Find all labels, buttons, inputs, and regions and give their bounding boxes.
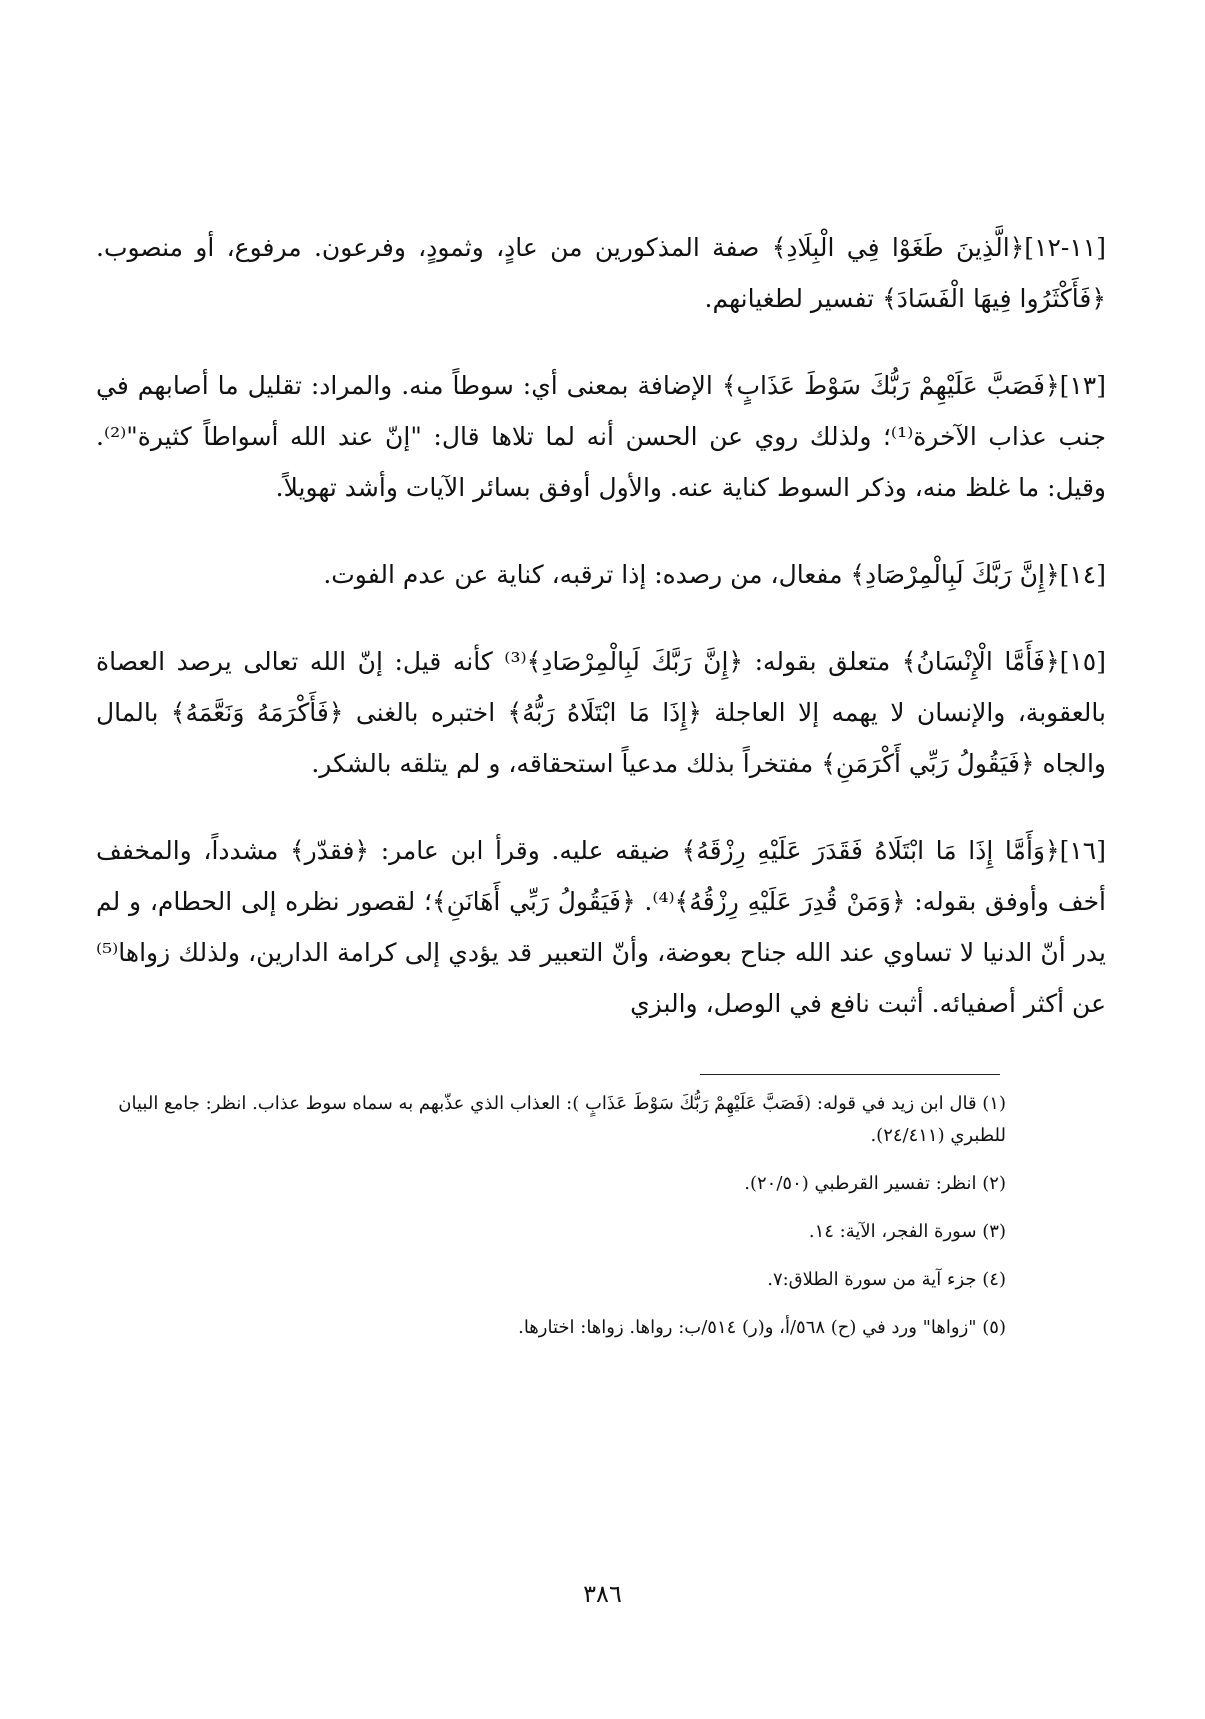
paragraph-verse-14: [١٤]﴿إِنَّ رَبَّكَ لَبِالْمِرْصَادِ﴾ مفعال، من رصده: إذا ترقبه، كناية عن عدم الفوت. bbox=[323, 560, 1106, 589]
paragraph-verse-16: [١٦]﴿وَأَمَّا إِذَا مَا ابْتَلَاهُ فَقَدَرَ عَلَيْهِ رِزْقَهُ﴾ ضيقه عليه. وقرأ ابن عامر: ﴿فقدّر﴾ مشدداً، والمخفف أخف وأوفق بقوله: ﴿وَمَنْ قُدِرَ عَلَيْهِ رِزْقُهُ﴾⁽⁴⁾. ﴿فَيَقُولُ رَبِّي أَهَانَنِ﴾؛ لقصور نظره إلى الحطام، و لم يدر أنّ الدنيا لا تساوي عند الله جناح بعوضة، وأنّ التعبير قد يؤدي إلى كرامة الدارين، ولذلك زواها⁽⁵⁾ عن أكثر أصفيائه. أثبت نافع في الوصل، والبزي bbox=[96, 836, 1106, 1018]
footnote-2: (٢) انظر: تفسير القرطبي (٢٠/٥٠). bbox=[744, 1173, 1006, 1194]
paragraph-verse-15: [١٥]﴿فَأَمَّا الْإِنْسَانُ﴾ متعلق بقوله: ﴿إِنَّ رَبَّكَ لَبِالْمِرْصَادِ﴾⁽³⁾ كأنه قيل: إنّ الله تعالى يرصد العصاة بالعقوبة، والإنسان لا يهمه إلا العاجلة ﴿إِذَا مَا ابْتَلَاهُ رَبُّهُ﴾ اختبره بالغنى ﴿فَأَكْرَمَهُ وَنَعَّمَهُ﴾ بالمال والجاه ﴿فَيَقُولُ رَبِّي أَكْرَمَنِ﴾ مفتخراً بذلك مدعياً استحقاقه، و لم يتلقه بالشكر. bbox=[96, 647, 1106, 778]
footnote-1: (١) قال ابن زيد في قوله: (فَصَبَّ عَلَيْهِمْ رَبُّكَ سَوْطَ عَذَابٍ ): العذاب الذي عذّبهم به سماه سوط عذاب. انظر: جامع البيان للطبري (٢٤/٤١١). bbox=[118, 1093, 1006, 1146]
footnote-separator bbox=[700, 1074, 1000, 1075]
footnote-5: (٥) "زواها" ورد في (ح) ٥٦٨/أ، و(ر) ٥١٤/ب: رواها. زواها: اختارها. bbox=[518, 1317, 1006, 1338]
paragraph-verse-13: [١٣]﴿فَصَبَّ عَلَيْهِمْ رَبُّكَ سَوْطَ عَذَابٍ﴾ الإضافة بمعنى أي: سوطاً منه. والمراد: تقليل ما أصابهم في جنب عذاب الآخرة⁽¹⁾؛ ولذلك روي عن الحسن أنه لما تلاها قال: "إنّ عند الله أسواطاً كثيرة"⁽²⁾. وقيل: ما غلظ منه، وذكر السوط كناية عنه. والأول أوفق بسائر الآيات وأشد تهويلاً. bbox=[96, 371, 1106, 502]
page-number: ٣٨٦ bbox=[583, 1580, 622, 1608]
footnotes bbox=[96, 1088, 1006, 1360]
paragraph-verses-11-12: [١١-١٢]﴿الَّذِينَ طَغَوْا فِي الْبِلَادِ﴾ صفة المذكورين من عادٍ، وثمودٍ، وفرعون. مرفوع، أو منصوب. ﴿فَأَكْثَرُوا فِيهَا الْفَسَادَ﴾ تفسير لطغيانهم. bbox=[96, 233, 1106, 313]
main-text bbox=[96, 222, 1106, 1029]
footnote-3: (٣) سورة الفجر، الآية: ١٤. bbox=[808, 1221, 1006, 1242]
footnote-4: (٤) جزء آية من سورة الطلاق:٧. bbox=[767, 1269, 1006, 1290]
